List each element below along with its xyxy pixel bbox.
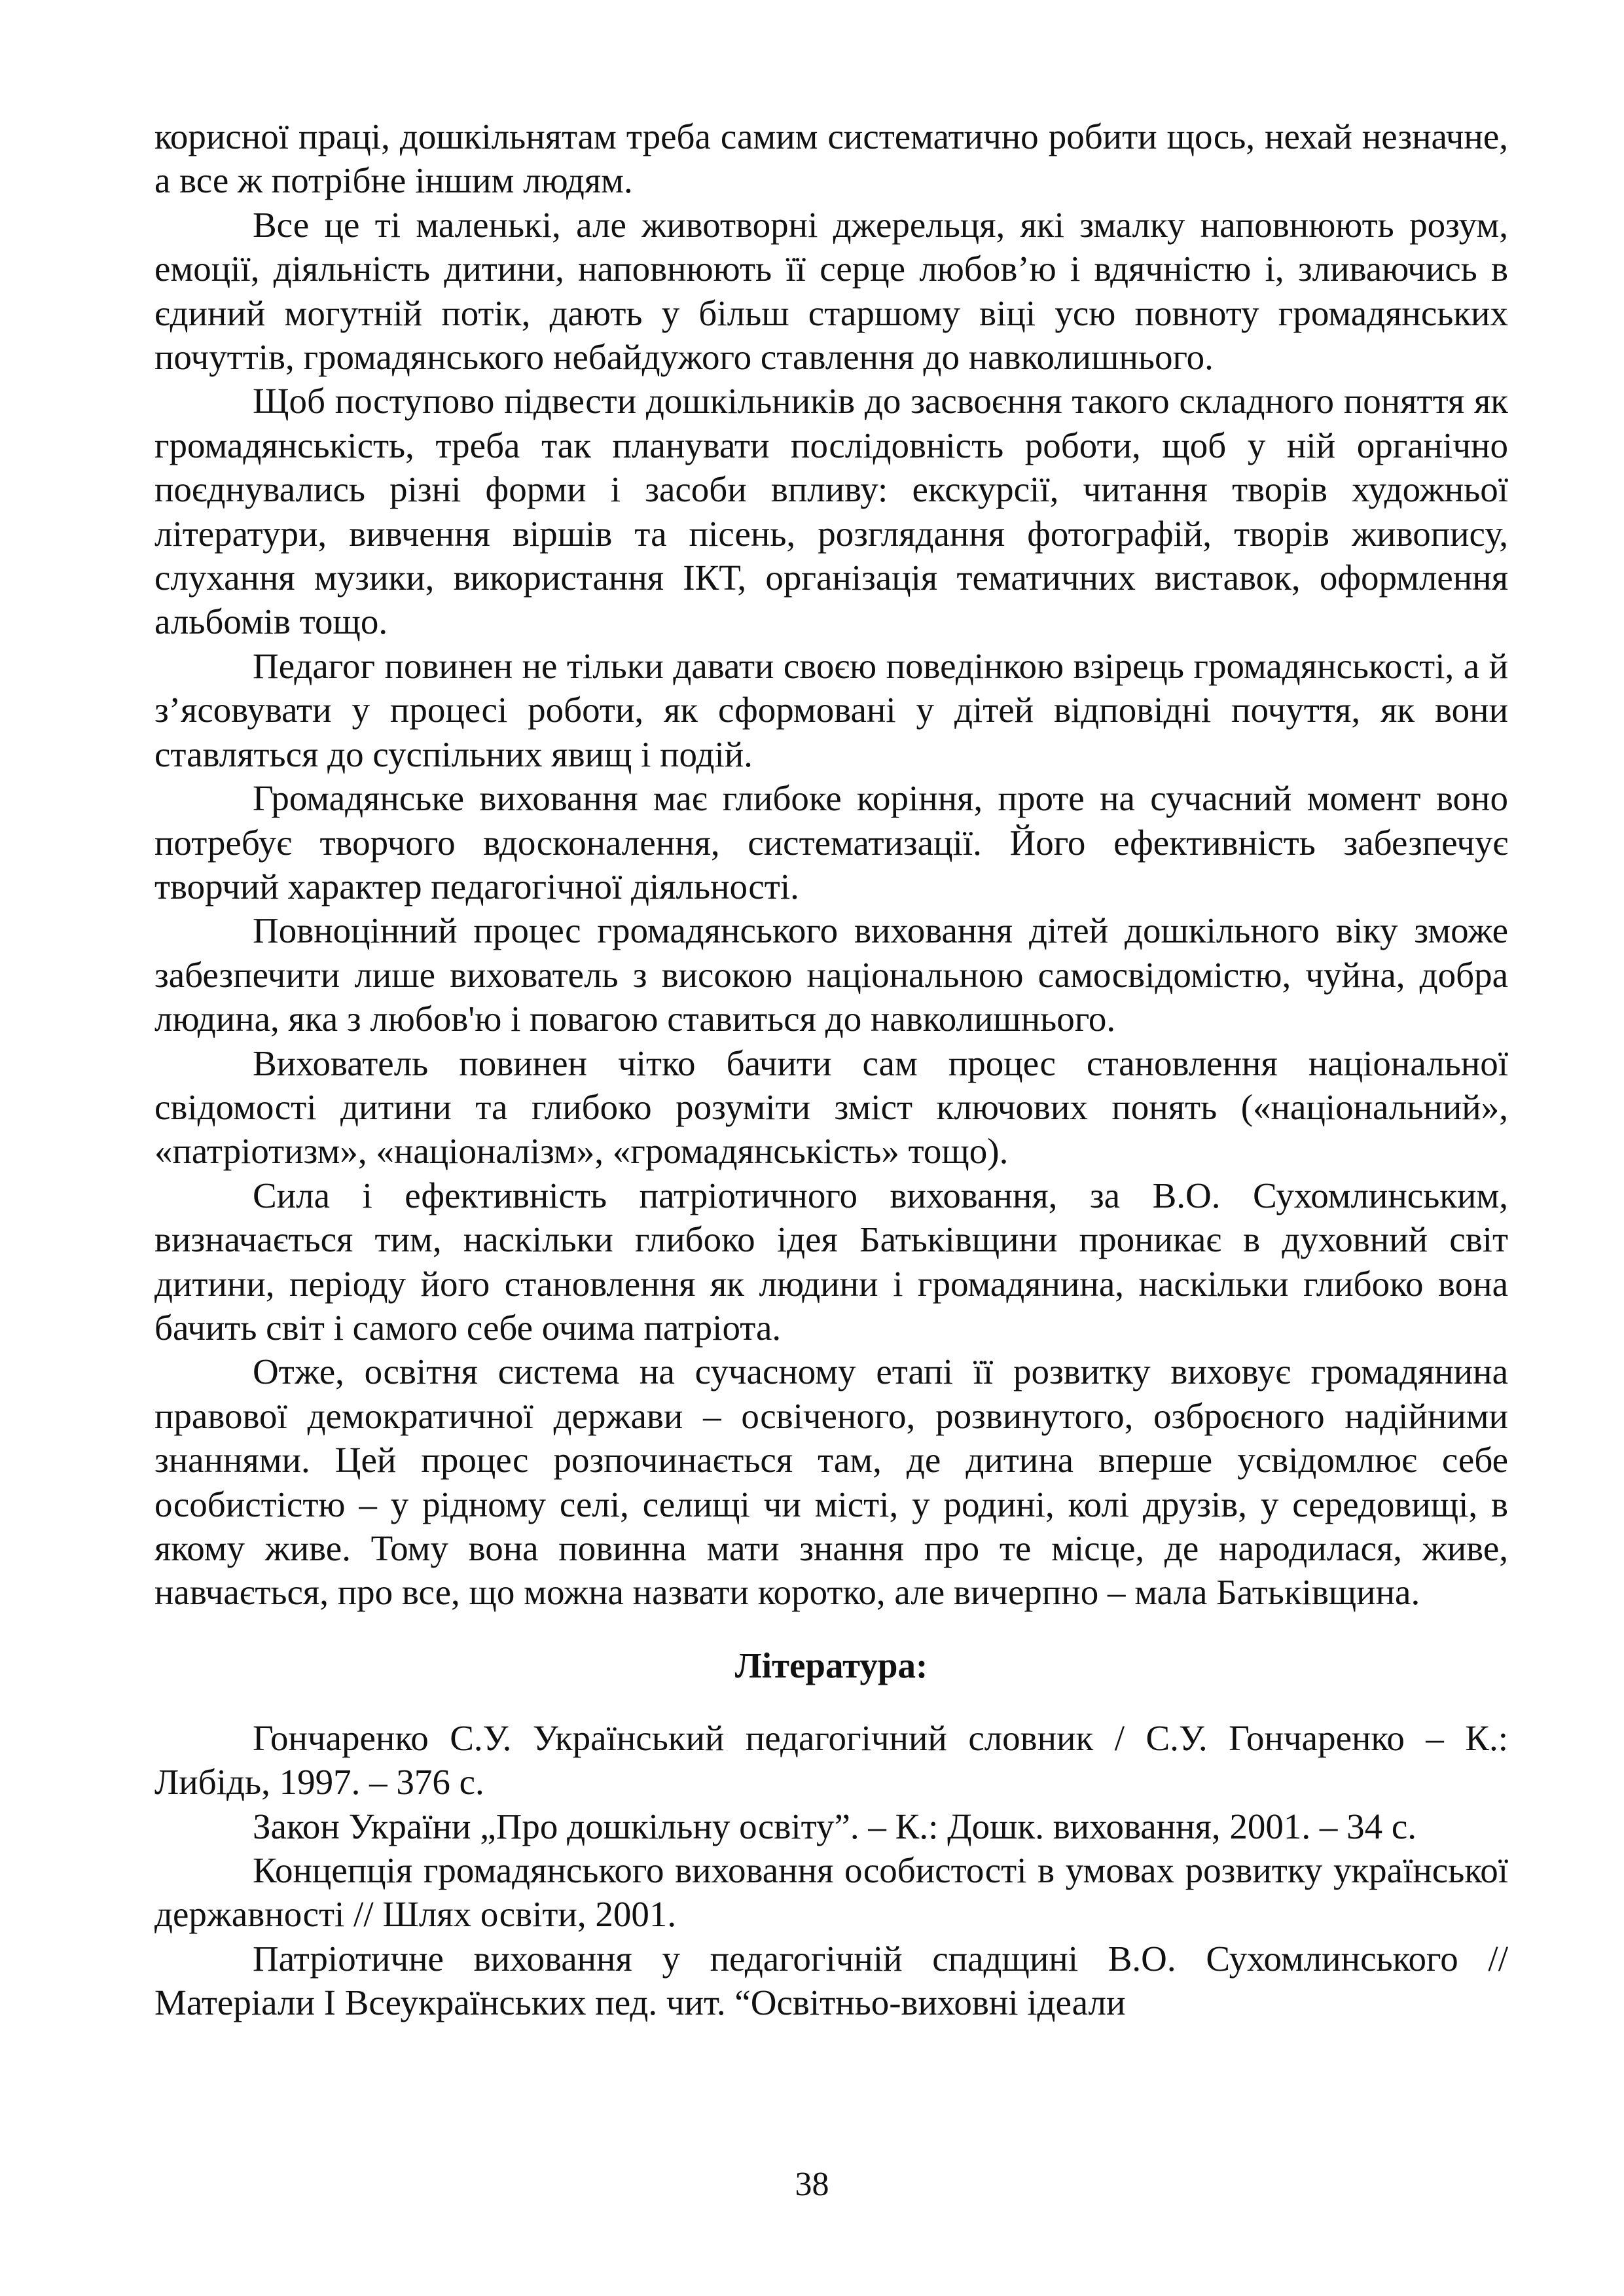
page-content	[154, 115, 1508, 2025]
body-paragraph: Вихователь повинен чітко бачити сам процес становлення національної свідомості дитини та глибоко розуміти зміст ключових понять («національний», «патріотизм», «націоналізм», «громадянськість» тощо).	[154, 1043, 1508, 1172]
reference-item: Патріотичне виховання у педагогічній спадщині В.О. Сухомлинського //Матеріали І Всеукраїнських пед. чит. “Освітньо-виховні ідеали	[154, 1938, 1508, 2023]
body-paragraph: Щоб поступово підвести дошкільників до засвоєння такого складного поняття як громадянськість, треба так планувати послідовність роботи, щоб у ній органічно поєднувались різні форми і засоби впливу: екскурсії, читання творів художньої літератури, вивчення віршів та пісень, розглядання фотографій, творів живопису, слухання музики, використання ІКТ, організація тематичних виставок, оформлення альбомів тощо.	[154, 381, 1508, 642]
page-number: 38	[795, 2166, 829, 2203]
body-paragraph: Отже, освітня система на сучасному етапі її розвитку виховує громадянина правової демократичної держави – освіченого, розвинутого, озброєного надійними знаннями. Цей процес розпочинається там, де дитина вперше усвідомлює себе особистістю – у рідному селі, селищі чи місті, у родині, колі друзів, у середовищі, в якому живе. Тому вона повинна мати знання про те місце, де народилася, живе, навчається, про все, що можна назвати коротко, але вичерпно – мала Батьківщина.	[154, 1352, 1508, 1613]
references-heading: Література:	[734, 1645, 928, 1685]
body-paragraph: Сила і ефективність патріотичного виховання, за В.О. Сухомлинським, визначається тим, наскільки глибоко ідея Батьківщини проникає в духовний світ дитини, періоду його становлення як людини і громадянина, наскільки глибоко вона бачить світ і самого себе очима патріота.	[154, 1175, 1508, 1348]
body-paragraph: Все це ті маленькі, але животворні джерельця, які змалку наповнюють розум, емоції, діяльність дитини, наповнюють її серце любов’ю і вдячністю і, зливаючись в єдиний могутній потік, дають у більш старшому віці усю повноту громадянських почуттів, громадянського небайдужого ставлення до навколишнього.	[154, 204, 1508, 378]
reference-item: Закон України „Про дошкільну освіту”. – К.: Дошк. виховання, 2001. – 34 с.	[253, 1806, 1416, 1846]
reference-item: Гончаренко С.У. Український педагогічний словник / С.У. Гончаренко – К.: Либідь, 1997. – 376 с.	[154, 1717, 1508, 1803]
body-paragraph: корисної праці, дошкільнятам треба самим систематично робити щось, нехай незначне, а все ж потрібне іншим людям.	[154, 117, 1508, 201]
body-paragraph: Повноцінний процес громадянського виховання дітей дошкільного віку зможе забезпечити лише вихователь з високою національною самосвідомістю, чуйна, добра людина, яка з любов'ю і повагою ставиться до навколишнього.	[154, 910, 1508, 1039]
reference-item: Концепція громадянського виховання особистості в умовах розвитку української державності // Шлях освіти, 2001.	[154, 1850, 1508, 1935]
body-paragraph: Громадянське виховання має глибоке коріння, проте на сучасний момент воно потребує творчого вдосконалення, систематизації. Його ефективність забезпечує творчий характер педагогічної діяльності.	[154, 778, 1508, 906]
body-paragraph: Педагог повинен не тільки давати своєю поведінкою взірець громадянськості, а й з’ясовувати у процесі роботи, як сформовані у дітей відповідні почуття, як вони ставляться до суспільних явищ і подій.	[154, 645, 1508, 774]
